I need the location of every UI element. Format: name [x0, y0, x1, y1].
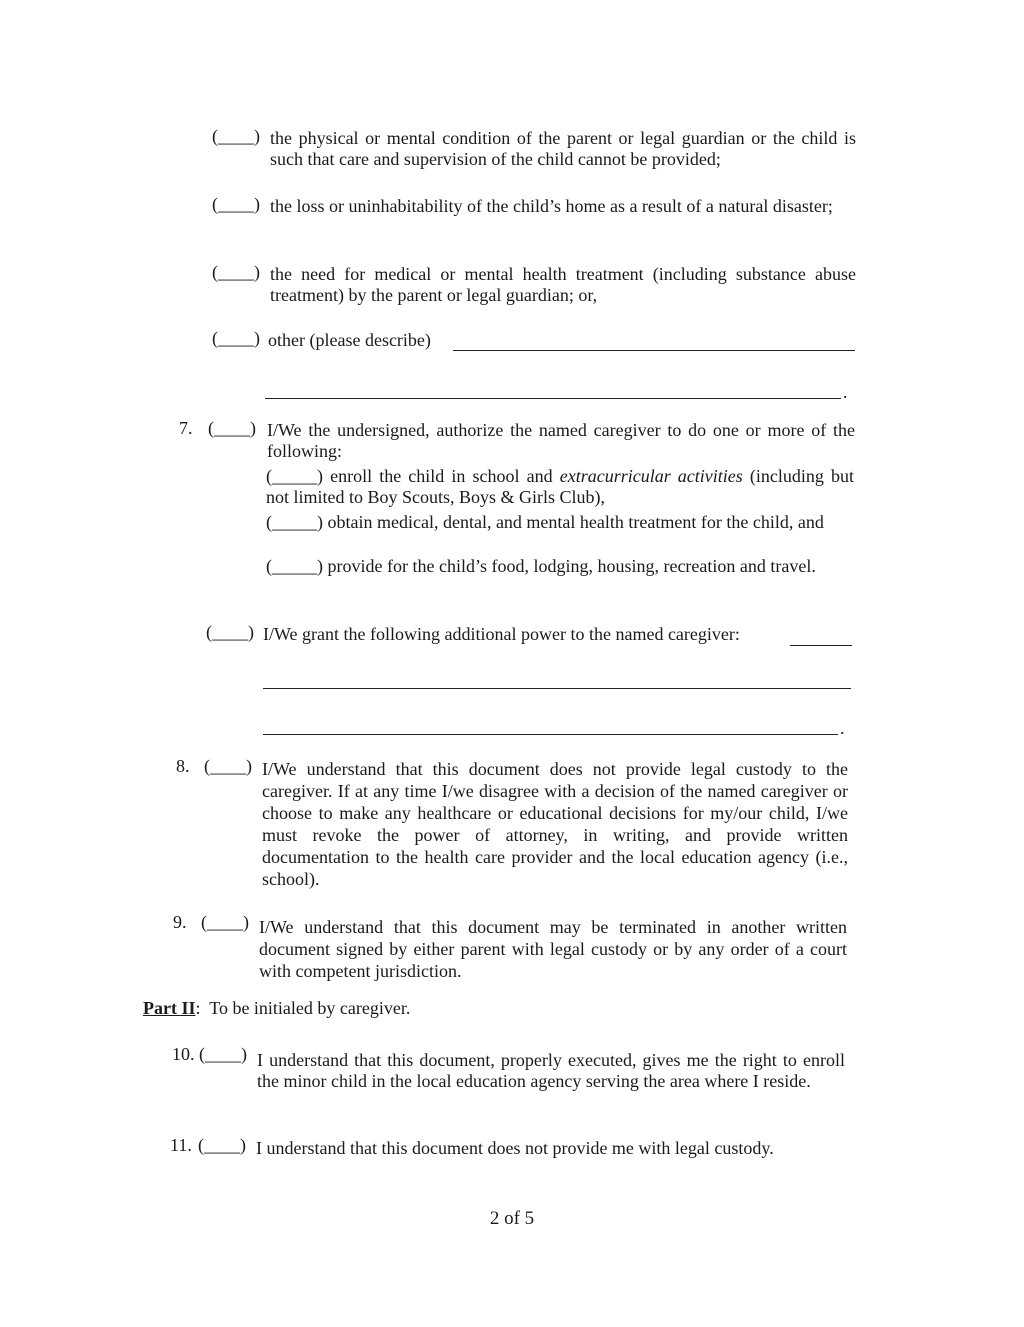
- item-11-number: 11.: [170, 1135, 192, 1155]
- additional-line-1: [790, 645, 852, 646]
- additional-power-blank: (____): [206, 622, 254, 642]
- item-7-sub-1-text: enroll the child in school and: [330, 466, 553, 486]
- additional-line-2: [263, 688, 851, 689]
- option-4-text: other (please describe): [268, 330, 431, 350]
- item-11-blank: (____): [198, 1135, 246, 1155]
- option-2-text: the loss or uninhabitability of the child’s home as a result of a natural disaster;: [270, 196, 833, 216]
- item-7-sub-2-text: obtain medical, dental, and mental health treatment for the child, and: [327, 512, 824, 532]
- item-9-number: 9.: [173, 912, 187, 932]
- item-8-blank: (____): [204, 756, 252, 776]
- item-7-sub-1: [266, 466, 854, 508]
- part-2-heading: [143, 998, 410, 1019]
- item-7-blank: (____): [208, 418, 256, 438]
- page-number: 2 of 5: [489, 1208, 535, 1229]
- option-2-blank: (____): [212, 194, 260, 214]
- item-10-blank: (____): [199, 1044, 247, 1064]
- item-7-sub-3-blank: (_____): [266, 556, 323, 576]
- item-7-intro: I/We the undersigned, authorize the named caregiver to do one or more of the following:: [267, 420, 855, 461]
- item-7-sub-3-text: provide for the child’s food, lodging, housing, recreation and travel.: [327, 556, 816, 576]
- item-7-sub-2: [266, 512, 854, 533]
- option-1-blank: (____): [212, 126, 260, 146]
- item-7-sub-1-blank: (_____): [266, 466, 323, 486]
- item-7-number: 7.: [179, 418, 193, 438]
- item-11-text: I understand that this document does not provide me with legal custody.: [256, 1138, 774, 1158]
- item-10-number: 10.: [172, 1044, 195, 1064]
- describe-line-2: [265, 398, 841, 399]
- part-2-colon: :: [195, 998, 201, 1018]
- part-2-label: Part II: [143, 998, 196, 1018]
- item-7-sub-1-rest: (including but not limited to Boy Scouts, Boys & Girls Club),: [266, 466, 855, 507]
- additional-power-text: I/We grant the following additional power to the named caregiver:: [263, 624, 740, 644]
- option-3-text: the need for medical or mental health treatment (including substance abuse treatment) by the parent or legal guardian; or,: [270, 264, 856, 305]
- item-7-sub-3: [266, 556, 854, 577]
- additional-period: .: [840, 718, 845, 738]
- item-10-text: I understand that this document, properly executed, gives me the right to enroll the minor child in the local education agency serving the area where I reside.: [257, 1050, 845, 1091]
- item-9-blank: (____): [201, 912, 249, 932]
- item-9-text: I/We understand that this document may be terminated in another written document signed by either parent with legal custody or by any order of a court with competent jurisdiction.: [259, 917, 847, 981]
- part-2-text: To be initialed by caregiver.: [209, 998, 411, 1018]
- additional-line-3: [263, 734, 838, 735]
- item-7-sub-2-blank: (_____): [266, 512, 323, 532]
- item-8-text: I/We understand that this document does not provide legal custody to the caregiver. If at any time I/we disagree with a decision of the named caregiver or choose to make any healthcare or educational decisions for my/our child, I/we must revoke the power of attorney, in writing, and provide written documentation to the health care provider and the local education agency (i.e., school).: [262, 759, 848, 889]
- item-8-number: 8.: [176, 756, 190, 776]
- item-7-sub-1-italic: extracurricular activities: [559, 466, 743, 486]
- option-3-blank: (____): [212, 262, 260, 282]
- describe-line-1: [453, 350, 855, 351]
- option-4-blank: (____): [212, 328, 260, 348]
- option-1-text: the physical or mental condition of the parent or legal guardian or the child is such that care and supervision of the child cannot be provided;: [270, 128, 856, 169]
- describe-period: .: [843, 382, 848, 402]
